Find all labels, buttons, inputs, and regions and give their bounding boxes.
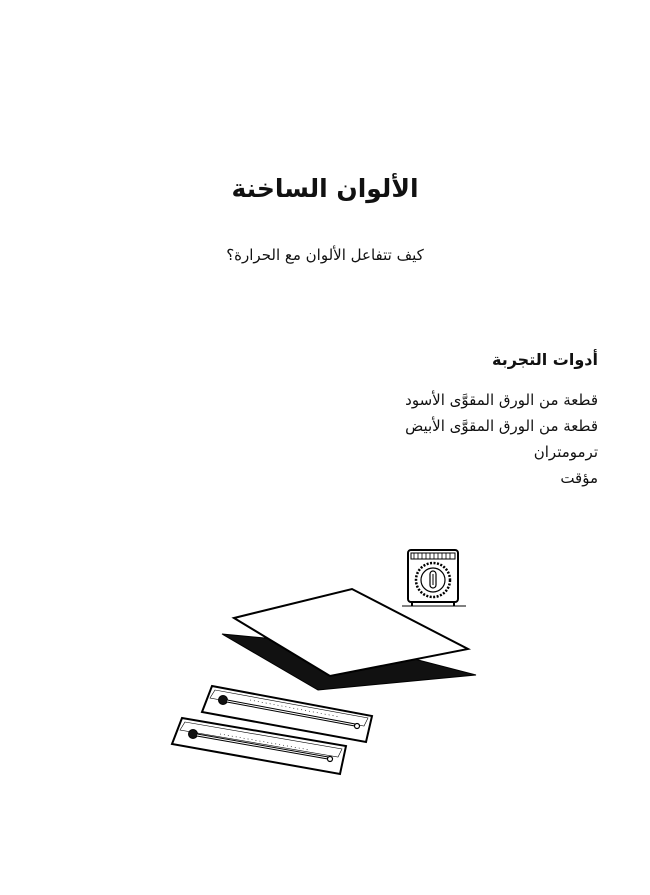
timer-icon <box>402 550 466 606</box>
material-item-thermometers: ترمومتران <box>533 443 598 461</box>
material-item-white-cardboard: قطعة من الورق المقوَّى الأبيض <box>405 417 598 435</box>
material-item-black-cardboard: قطعة من الورق المقوَّى الأسود <box>405 391 598 409</box>
materials-section <box>238 350 598 491</box>
experiment-illustration <box>160 540 480 790</box>
material-item-timer: مؤقت <box>560 469 598 487</box>
materials-heading: أدوات التجربة <box>492 350 598 369</box>
page-title: الألوان الساخنة <box>231 174 419 203</box>
materials-list <box>238 387 598 491</box>
page-question: كيف تتفاعل الألوان مع الحرارة؟ <box>226 246 424 264</box>
